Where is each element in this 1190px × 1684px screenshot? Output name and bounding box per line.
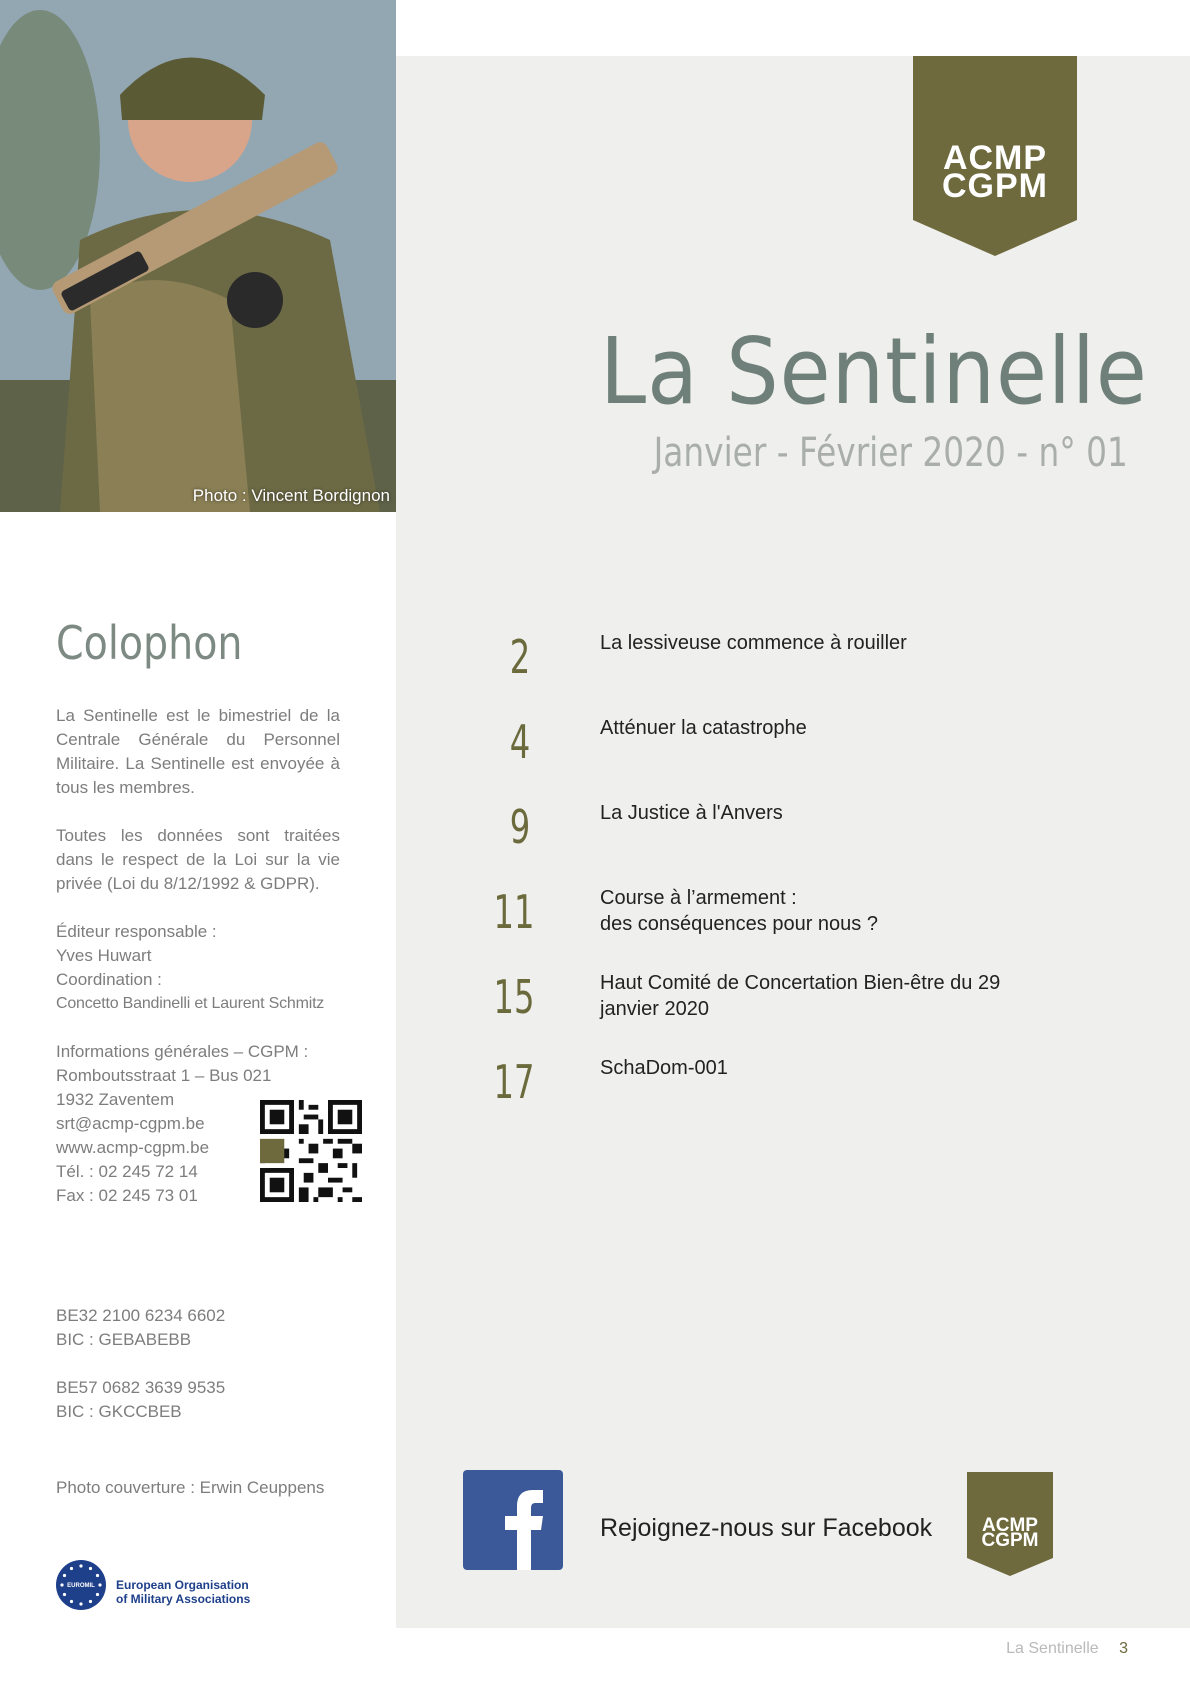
toc-page-number: 11 <box>493 885 535 939</box>
toc-title: Haut Comité de Concertation Bien-être du 29 janvier 2020 <box>600 972 1001 1020</box>
acmp-small-line2: CGPM <box>981 1530 1039 1551</box>
toc-title: Atténuer la catastrophe <box>600 717 807 739</box>
iban-1: BE32 2100 6234 6602 <box>56 1306 226 1325</box>
toc-title: Course à l’armement : des conséquences pour nous ? <box>600 887 878 935</box>
issue-subtitle: Janvier - Février 2020 - n° 01 <box>653 430 1128 476</box>
facebook-f-glyph <box>463 1470 563 1570</box>
iban-2: BE57 0682 3639 9535 <box>56 1378 226 1397</box>
footer-publication: La Sentinelle <box>1006 1640 1099 1657</box>
facebook-link-text[interactable]: Rejoignez-nous sur Facebook <box>600 1514 933 1542</box>
address-line1: Romboutsstraat 1 – Bus 021 <box>56 1066 272 1085</box>
toc-title: La Justice à l'Anvers <box>600 802 783 824</box>
bank-account-2 <box>56 1376 340 1424</box>
colophon-privacy: Toutes les données sont traitées dans le respect de la Loi sur la vie privée (Loi du 8/12/1992 & GDPR). <box>56 826 340 893</box>
magazine-title: La Sentinelle <box>600 318 1148 425</box>
toc-page-number: 15 <box>493 970 535 1024</box>
contact-fax: Fax : 02 245 73 01 <box>56 1186 198 1205</box>
euromil-line2: of Military Associations <box>116 1592 251 1606</box>
bic-2: BIC : GKCCBEB <box>56 1402 182 1421</box>
toc-title: SchaDom-001 <box>600 1057 728 1079</box>
editor-name: Yves Huwart <box>56 946 152 965</box>
photo-credit: Photo : Vincent Bordignon <box>192 486 390 505</box>
info-label: Informations générales – CGPM : <box>56 1042 309 1061</box>
euromil-caption <box>116 1578 250 1606</box>
acmp-small-line1: ACMP <box>982 1515 1038 1536</box>
euromil-logo <box>56 1560 106 1610</box>
toc-page-number: 9 <box>509 800 531 854</box>
acmp-logo-line2: CGPM <box>942 167 1048 205</box>
euromil-logo-text: EUROMIL <box>67 1583 95 1589</box>
toc-title: La lessiveuse commence à rouiller <box>600 632 907 654</box>
toc-page-number: 2 <box>509 630 531 684</box>
bic-1: BIC : GEBABEBB <box>56 1330 192 1349</box>
toc-page-number: 17 <box>493 1055 535 1109</box>
coordination-label: Coordination : <box>56 970 162 989</box>
contact-email[interactable]: srt@acmp-cgpm.be <box>56 1114 205 1133</box>
acmp-small-logo-text <box>967 1515 1053 1551</box>
toc-page-number: 4 <box>509 715 531 769</box>
bank-account-1 <box>56 1304 340 1352</box>
coordination-names: Concetto Bandinelli et Laurent Schmitz <box>56 995 325 1012</box>
acmp-logo-text <box>913 139 1077 205</box>
acmp-logo-line1: ACMP <box>942 139 1048 177</box>
euromil-line1: European Organisation <box>116 1578 249 1592</box>
colophon-intro: La Sentinelle est le bimestriel de la Centrale Générale du Personnel Militaire. La Sentinelle est envoyée à tous les membres. <box>56 706 340 797</box>
colophon-editors <box>56 920 340 1016</box>
cover-photo <box>0 0 396 512</box>
editor-label: Éditeur responsable : <box>56 922 217 941</box>
soldier-illustration <box>0 0 396 512</box>
acmp-cgpm-logo <box>913 56 1077 256</box>
contact-website[interactable]: www.acmp-cgpm.be <box>56 1138 210 1157</box>
footer-page-number: 3 <box>1119 1640 1128 1657</box>
cover-photo-credit: Photo couverture : Erwin Ceuppens <box>56 1478 325 1497</box>
facebook-icon[interactable] <box>463 1470 563 1570</box>
colophon-heading: Colophon <box>56 616 243 670</box>
qr-code <box>260 1100 362 1202</box>
address-line2: 1932 Zaventem <box>56 1090 175 1109</box>
contact-phone: Tél. : 02 245 72 14 <box>56 1162 198 1181</box>
acmp-cgpm-small-logo <box>967 1472 1053 1576</box>
page-footer <box>1006 1640 1128 1658</box>
